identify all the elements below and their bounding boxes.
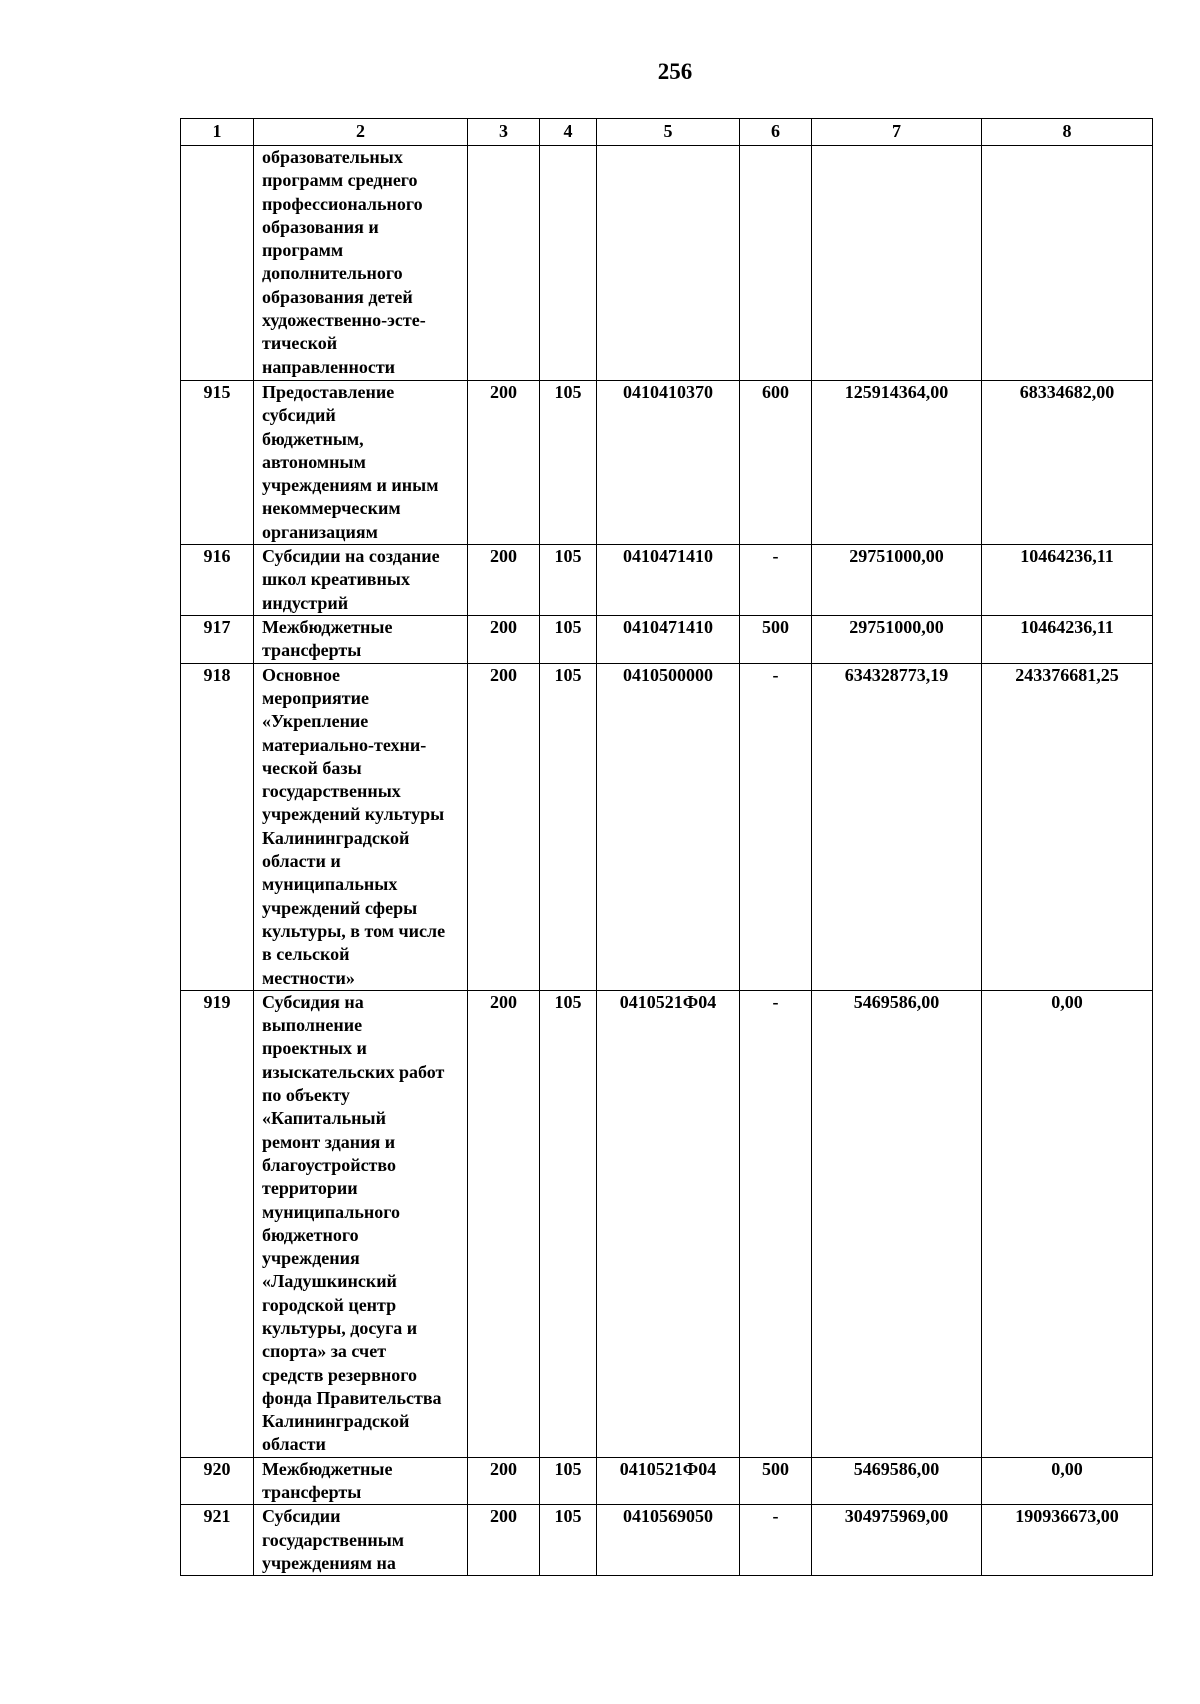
row-number: 916: [181, 545, 254, 616]
row-col-8: 243376681,25: [982, 663, 1153, 990]
row-name: Предоставление субсидий бюджетным, автономным учреждениям и иным некоммерческим организациям: [254, 381, 468, 545]
row-col-4: 105: [540, 663, 597, 990]
row-col-4: 105: [540, 381, 597, 545]
table-header-row: [181, 119, 1153, 146]
row-name: Субсидии на создание школ креативных индустрий: [254, 545, 468, 616]
row-col-3: 200: [468, 616, 540, 664]
row-number: 920: [181, 1457, 254, 1505]
row-col-8: 10464236,11: [982, 616, 1153, 664]
row-col-3: 200: [468, 1505, 540, 1576]
row-col-4: [540, 146, 597, 381]
row-number: [181, 146, 254, 381]
column-header-3: 3: [468, 119, 540, 146]
row-col-8: 10464236,11: [982, 545, 1153, 616]
row-col-4: 105: [540, 1457, 597, 1505]
table-row: [181, 616, 1153, 664]
table-row: [181, 545, 1153, 616]
column-header-1: 1: [181, 119, 254, 146]
table-row: [181, 1505, 1153, 1576]
row-name: Субсидия на выполнение проектных и изыскательских работ по объекту «Капитальный ремонт здания и благоустройство территории муниципального бюджетного учреждения «Ладушкинский городской центр культуры, досуга и спорта» за счет средств резервного фонда Правительства Калининградской области: [254, 990, 468, 1457]
table-row: [181, 381, 1153, 545]
row-col-7: 29751000,00: [812, 545, 982, 616]
row-number: 917: [181, 616, 254, 664]
column-header-6: 6: [740, 119, 812, 146]
row-col-7: 5469586,00: [812, 990, 982, 1457]
row-name: Межбюджетные трансферты: [254, 616, 468, 664]
row-col-3: 200: [468, 990, 540, 1457]
row-col-5: 0410521Ф04: [597, 1457, 740, 1505]
table-row: [181, 1457, 1153, 1505]
row-number: 919: [181, 990, 254, 1457]
row-col-8: 68334682,00: [982, 381, 1153, 545]
row-col-7: 5469586,00: [812, 1457, 982, 1505]
row-name: образовательных программ среднего профессионального образования и программ дополнительного образования детей художественно-эсте- тической направленности: [254, 146, 468, 381]
row-col-8: [982, 146, 1153, 381]
row-col-8: 0,00: [982, 1457, 1153, 1505]
row-col-7: 29751000,00: [812, 616, 982, 664]
row-col-6: [740, 146, 812, 381]
column-header-2: 2: [254, 119, 468, 146]
row-col-3: 200: [468, 381, 540, 545]
row-col-4: 105: [540, 616, 597, 664]
row-col-6: 500: [740, 1457, 812, 1505]
row-col-5: [597, 146, 740, 381]
row-col-8: 0,00: [982, 990, 1153, 1457]
row-col-6: -: [740, 663, 812, 990]
row-name: Основное мероприятие «Укрепление материально-техни- ческой базы государственных учреждений культуры Калининградской области и муниципальных учреждений сферы культуры, в том числе в сельской местности»: [254, 663, 468, 990]
row-col-5: 0410410370: [597, 381, 740, 545]
row-col-5: 0410471410: [597, 545, 740, 616]
table-row: [181, 990, 1153, 1457]
row-col-3: [468, 146, 540, 381]
row-col-6: 600: [740, 381, 812, 545]
row-col-7: 125914364,00: [812, 381, 982, 545]
row-col-3: 200: [468, 545, 540, 616]
column-header-8: 8: [982, 119, 1153, 146]
column-header-7: 7: [812, 119, 982, 146]
row-col-8: 190936673,00: [982, 1505, 1153, 1576]
row-col-5: 0410500000: [597, 663, 740, 990]
row-col-6: -: [740, 545, 812, 616]
row-col-5: 0410569050: [597, 1505, 740, 1576]
row-col-4: 105: [540, 1505, 597, 1576]
row-col-7: 634328773,19: [812, 663, 982, 990]
row-number: 921: [181, 1505, 254, 1576]
row-col-4: 105: [540, 990, 597, 1457]
row-col-5: 0410521Ф04: [597, 990, 740, 1457]
row-col-3: 200: [468, 1457, 540, 1505]
table-row: [181, 146, 1153, 381]
row-name: Субсидии государственным учреждениям на: [254, 1505, 468, 1576]
row-number: 915: [181, 381, 254, 545]
table-row: [181, 663, 1153, 990]
budget-table: [180, 118, 1153, 1576]
column-header-4: 4: [540, 119, 597, 146]
row-number: 918: [181, 663, 254, 990]
row-name: Межбюджетные трансферты: [254, 1457, 468, 1505]
row-col-7: 304975969,00: [812, 1505, 982, 1576]
row-col-6: 500: [740, 616, 812, 664]
page-number: 256: [657, 59, 693, 84]
row-col-6: -: [740, 990, 812, 1457]
row-col-4: 105: [540, 545, 597, 616]
column-header-5: 5: [597, 119, 740, 146]
row-col-3: 200: [468, 663, 540, 990]
row-col-6: -: [740, 1505, 812, 1576]
row-col-7: [812, 146, 982, 381]
row-col-5: 0410471410: [597, 616, 740, 664]
